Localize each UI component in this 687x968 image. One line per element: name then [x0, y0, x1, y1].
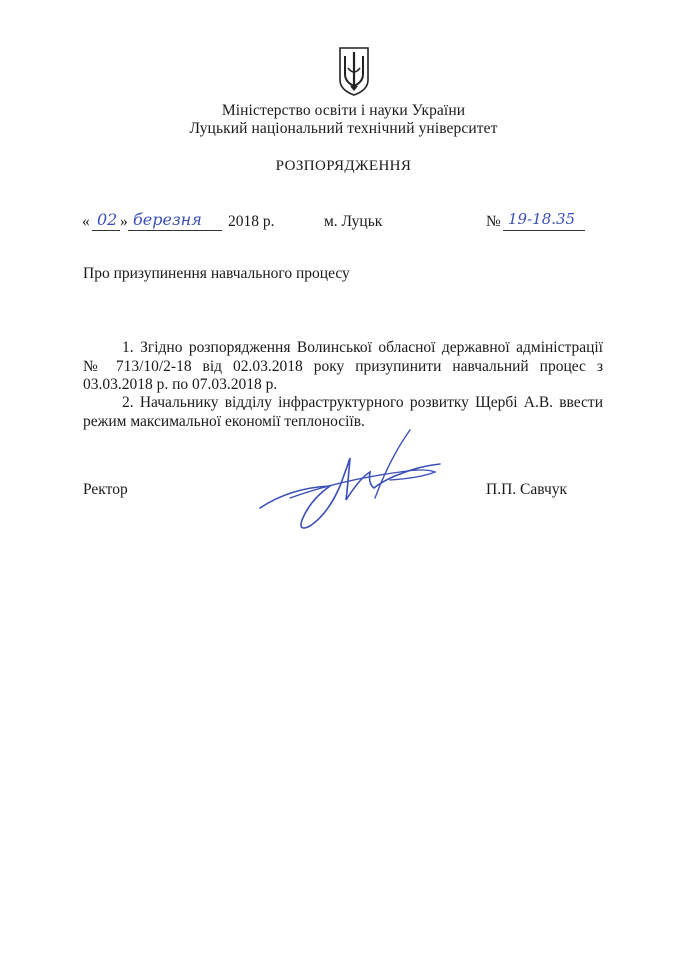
year: 2018 р.	[228, 213, 275, 230]
close-quote: »	[120, 213, 128, 230]
handwritten-day: 02	[97, 210, 118, 229]
item-line: 2. Начальнику відділу інфраструктурного розвитку Щербі А.В. ввести	[122, 394, 603, 411]
number-sign: №	[486, 213, 501, 230]
trident-emblem-icon	[337, 46, 371, 96]
signatory-position: Ректор	[83, 481, 128, 498]
date-line	[0, 210, 687, 236]
item-line: № 713/10/2-18 від 02.03.2018 року призупинити навчальний процес з	[83, 357, 603, 375]
order-subject: Про призупинення навчального процесу	[83, 265, 350, 282]
handwritten-number: 19-18.35	[508, 210, 576, 228]
open-quote: «	[82, 213, 90, 230]
item-line: 03.03.2018 р. по 07.03.2018 р.	[83, 376, 278, 393]
signatory-name: П.П. Савчук	[486, 481, 568, 498]
item-line: 1. Згідно розпорядження Волинської обласної державної адміністрації	[122, 339, 603, 356]
order-item	[83, 394, 603, 431]
document-type-title: РОЗПОРЯДЖЕННЯ	[275, 158, 412, 174]
handwritten-signature	[250, 428, 450, 538]
university-name: Луцький національний технічний університет	[189, 120, 498, 137]
handwritten-month: березня	[133, 210, 202, 229]
city: м. Луцьк	[324, 213, 383, 230]
order-item	[83, 339, 603, 395]
item-line: режим максимальної економії теплоносіїв.	[83, 412, 365, 430]
ministry-name: Міністерство освіти і науки України	[221, 102, 466, 119]
